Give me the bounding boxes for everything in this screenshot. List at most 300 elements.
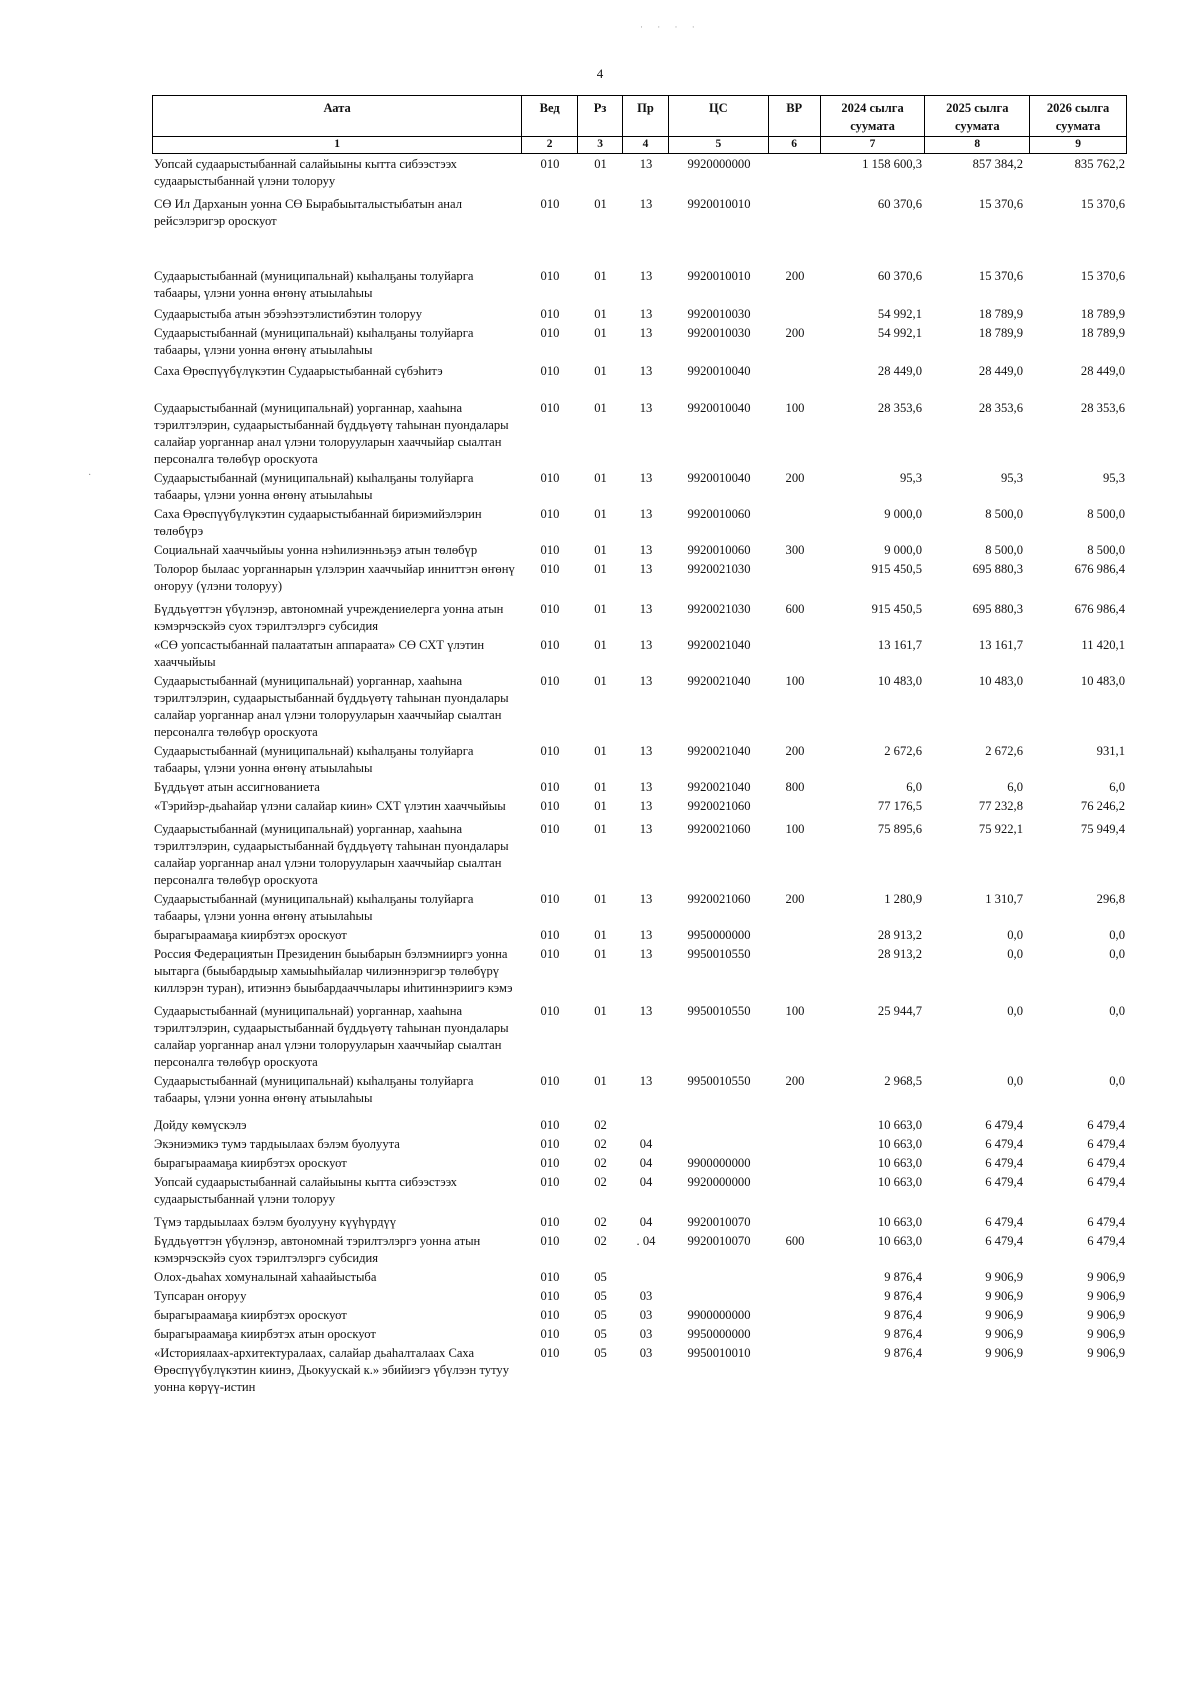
row-ved: 010 — [540, 928, 560, 942]
table-row — [152, 821, 1127, 889]
header-rz: Рз — [578, 96, 623, 136]
row-2026-amount: 0,0 — [1109, 947, 1125, 961]
row-rz: 01 — [594, 674, 607, 688]
row-name: «СӨ уопсастыбаннай палаататын аппараата» СӨ СХТ үлэтин хааччыйыы — [154, 638, 485, 669]
row-ved: 010 — [540, 1137, 560, 1151]
row-vr — [769, 1117, 821, 1134]
row-2025-amount: 77 232,8 — [978, 799, 1023, 813]
row-2025-amount: 2 672,6 — [985, 744, 1023, 758]
row-pr: 13 — [639, 744, 653, 758]
row-rz: 01 — [594, 197, 607, 211]
table-row — [152, 1003, 1127, 1071]
row-cs: 9920010070 — [687, 1234, 751, 1248]
row-cs: 9920021060 — [687, 799, 751, 813]
table-row — [152, 542, 1127, 559]
row-pr: 13 — [639, 326, 653, 340]
row-2026-amount: 8 500,0 — [1087, 507, 1125, 521]
row-name: Экэниэмикэ тумэ тардыылаах бэлэм буолуута — [154, 1137, 400, 1151]
row-name: Бүддьүөттэн үбүлэнэр, автономнай тэрилтэлэргэ уонна атын кэмэрчэскэйэ суох тэрилтэлэргэ субсидия — [154, 1234, 481, 1265]
row-rz: 01 — [594, 507, 607, 521]
row-2024-amount: 2 968,5 — [884, 1074, 922, 1088]
row-2026-amount: 9 906,9 — [1087, 1270, 1125, 1284]
row-ved: 010 — [540, 1074, 560, 1088]
table-row — [152, 470, 1127, 504]
row-ved: 010 — [540, 1004, 560, 1018]
row-name: Бүддьүөттэн үбүлэнэр, автономнай учреждениелерга уонна атын кэмэрчэскэйэ суох тэрилтэлэргэ субсидия — [154, 602, 504, 633]
table-row — [152, 1345, 1127, 1396]
row-2026-amount: 11 420,1 — [1081, 638, 1125, 652]
row-rz: 05 — [594, 1346, 607, 1360]
row-2024-amount: 10 663,0 — [877, 1175, 922, 1189]
page-number: 4 — [596, 66, 604, 81]
row-2026-amount: 18 789,9 — [1080, 326, 1125, 340]
table-row — [152, 1233, 1127, 1267]
row-2024-amount: 10 663,0 — [877, 1137, 922, 1151]
row-2024-amount: 10 483,0 — [877, 674, 922, 688]
row-cs: 9920010030 — [687, 307, 751, 321]
row-2024-amount: 28 913,2 — [877, 947, 922, 961]
row-ved: 010 — [540, 543, 560, 557]
row-cs: 9920010070 — [687, 1215, 751, 1229]
row-2026-amount: 75 949,4 — [1080, 822, 1125, 836]
row-ved: 010 — [540, 1289, 560, 1303]
row-2026-amount: 9 906,9 — [1087, 1308, 1125, 1322]
row-2025-amount: 6 479,4 — [985, 1175, 1023, 1189]
row-vr: 800 — [785, 780, 805, 794]
row-2026-amount: 10 483,0 — [1080, 674, 1125, 688]
table-row — [152, 156, 1127, 190]
row-ved: 010 — [540, 507, 560, 521]
header-2024: 2024 сылга суумата — [821, 96, 926, 136]
row-2025-amount: 8 500,0 — [985, 507, 1023, 521]
row-rz: 02 — [594, 1234, 607, 1248]
row-2025-amount: 10 483,0 — [978, 674, 1023, 688]
row-pr: 13 — [639, 269, 653, 283]
row-2025-amount: 0,0 — [1007, 947, 1023, 961]
row-2025-amount: 18 789,9 — [978, 307, 1023, 321]
row-cs: 9950000000 — [687, 928, 751, 942]
row-ved: 010 — [540, 822, 560, 836]
row-2026-amount: 6 479,4 — [1087, 1215, 1125, 1229]
row-pr: 13 — [639, 947, 653, 961]
table-row — [152, 1214, 1127, 1231]
row-ved: 010 — [540, 562, 560, 576]
row-vr — [769, 1269, 821, 1286]
table-row — [152, 1155, 1127, 1172]
row-cs: 9920021040 — [687, 674, 751, 688]
row-pr: 03 — [639, 1289, 653, 1303]
row-vr — [769, 1174, 821, 1208]
row-ved: 010 — [540, 1215, 560, 1229]
row-2026-amount: 0,0 — [1109, 1004, 1125, 1018]
row-cs — [669, 1117, 769, 1134]
row-2026-amount: 8 500,0 — [1087, 543, 1125, 557]
row-name: Толорор былаас уорганнарын үлэлэрин хааччыйар инниттэн өҥөнү оҥоруу (үлэни толоруу) — [154, 562, 515, 593]
row-2024-amount: 9 876,4 — [884, 1270, 922, 1284]
header-2025: 2025 сылга суумата — [925, 96, 1030, 136]
row-pr: 13 — [639, 638, 653, 652]
row-2024-amount: 60 370,6 — [877, 269, 922, 283]
row-name: Россия Федерациятын Президенин быыбарын бэлэмнииргэ уонна ыытарга (быыбардыыр хамыыһыйалар чилиэннэригэр төлөбүрү киллэрэн туран), итиэннэ быыбардааччылары иһитиннэриигэ кэмэ — [154, 947, 513, 995]
row-name: бырагыраамаҕа киирбэтэх ороскуот — [154, 1156, 347, 1170]
row-2024-amount: 13 161,7 — [877, 638, 922, 652]
row-2024-amount: 9 876,4 — [884, 1289, 922, 1303]
row-2024-amount: 54 992,1 — [877, 326, 922, 340]
row-2024-amount: 2 672,6 — [884, 744, 922, 758]
row-name: Тупсаран оҥоруу — [154, 1289, 247, 1303]
row-vr — [769, 1214, 821, 1231]
row-2024-amount: 9 876,4 — [884, 1346, 922, 1360]
row-name: Дойду көмүскэлэ — [154, 1118, 247, 1132]
column-number: 3 — [578, 137, 623, 153]
row-2025-amount: 0,0 — [1007, 1074, 1023, 1088]
row-name: Судаарыстыбаннай (муниципальнай) кыһалҕаны толуйарга табаары, үлэни уонна өҥөнү атыылаһыы — [154, 744, 474, 775]
row-vr — [769, 306, 821, 323]
row-pr: 13 — [639, 1074, 653, 1088]
row-pr — [623, 1117, 669, 1134]
row-vr — [769, 798, 821, 815]
row-2024-amount: 60 370,6 — [877, 197, 922, 211]
column-number: 6 — [769, 137, 821, 153]
table-header — [152, 95, 1127, 137]
row-name: Судаарыстыбаннай (муниципальнай) уорганнар, хааһына тэрилтэлэрин, судаарыстыбаннай бүддьүөтү таһынан пуондалары салайар уорганнар анал үлэни толорууларын хааччыйар сыалтан персоналга төлөбүр ороскуота — [154, 674, 509, 739]
row-2026-amount: 15 370,6 — [1080, 269, 1125, 283]
row-name: СӨ Ил Дарханын уонна СӨ Бырабыыталыстыбатын анал рейсэлэригэр ороскуот — [154, 197, 463, 228]
row-2026-amount: 0,0 — [1109, 1074, 1125, 1088]
row-cs: 9920021030 — [687, 562, 751, 576]
top-marks: · · · · — [640, 22, 701, 32]
row-2025-amount: 9 906,9 — [985, 1289, 1023, 1303]
row-name: Уопсай судаарыстыбаннай салайыыны кытта сибээстээх судаарыстыбаннай үлэни толоруу — [154, 157, 457, 188]
row-cs: 9920021060 — [687, 822, 751, 836]
row-ved: 010 — [540, 799, 560, 813]
row-2024-amount: 9 876,4 — [884, 1308, 922, 1322]
row-2026-amount: 95,3 — [1102, 471, 1125, 485]
column-number: 8 — [925, 137, 1030, 153]
row-2024-amount: 75 895,6 — [877, 822, 922, 836]
row-2026-amount: 296,8 — [1096, 892, 1125, 906]
row-ved: 010 — [540, 1118, 560, 1132]
row-pr: 13 — [639, 799, 653, 813]
row-name: Судаарыстыбаннай (муниципальнай) кыһалҕаны толуйарга табаары, үлэни уонна өҥөнү атыылаһыы — [154, 471, 474, 502]
row-ved: 010 — [540, 471, 560, 485]
row-vr: 100 — [785, 401, 805, 415]
table-row — [152, 673, 1127, 741]
row-ved: 010 — [540, 674, 560, 688]
row-2026-amount: 76 246,2 — [1080, 799, 1125, 813]
row-2025-amount: 15 370,6 — [978, 269, 1023, 283]
row-2025-amount: 695 880,3 — [972, 602, 1023, 616]
row-2025-amount: 95,3 — [1000, 471, 1023, 485]
row-cs: 9920021030 — [687, 602, 751, 616]
row-rz: 01 — [594, 543, 607, 557]
table-row — [152, 637, 1127, 671]
row-cs: 9920010040 — [687, 364, 751, 378]
row-cs: 9920010060 — [687, 507, 751, 521]
row-2025-amount: 0,0 — [1007, 928, 1023, 942]
row-name: бырагыраамаҕа киирбэтэх ороскуот — [154, 1308, 347, 1322]
row-cs: 9920021040 — [687, 638, 751, 652]
row-vr: 100 — [785, 674, 805, 688]
row-2024-amount: 28 913,2 — [877, 928, 922, 942]
row-2026-amount: 9 906,9 — [1087, 1289, 1125, 1303]
table-row — [152, 1117, 1127, 1134]
row-2025-amount: 0,0 — [1007, 1004, 1023, 1018]
row-ved: 010 — [540, 1346, 560, 1360]
row-2024-amount: 10 663,0 — [877, 1118, 922, 1132]
row-2026-amount: 931,1 — [1096, 744, 1125, 758]
row-vr: 200 — [785, 1074, 805, 1088]
row-vr — [769, 561, 821, 595]
row-rz: 01 — [594, 1004, 607, 1018]
row-2024-amount: 915 450,5 — [871, 602, 922, 616]
row-vr — [769, 1345, 821, 1396]
row-cs — [669, 1269, 769, 1286]
row-cs: 9950010010 — [687, 1346, 751, 1360]
row-pr: 13 — [639, 602, 653, 616]
row-2025-amount: 9 906,9 — [985, 1327, 1023, 1341]
row-2026-amount: 6 479,4 — [1087, 1137, 1125, 1151]
row-ved: 010 — [540, 1327, 560, 1341]
row-pr: 13 — [639, 364, 653, 378]
row-cs: 9920021040 — [687, 744, 751, 758]
row-2025-amount: 18 789,9 — [978, 326, 1023, 340]
row-2025-amount: 28 449,0 — [978, 364, 1023, 378]
row-rz: 02 — [594, 1137, 607, 1151]
column-number: 4 — [623, 137, 669, 153]
row-cs: 9920010010 — [687, 197, 751, 211]
row-2024-amount: 1 158 600,3 — [862, 157, 922, 171]
row-rz: 01 — [594, 822, 607, 836]
row-2026-amount: 6 479,4 — [1087, 1175, 1125, 1189]
row-cs: 9920010040 — [687, 401, 751, 415]
row-2024-amount: 10 663,0 — [877, 1234, 922, 1248]
row-name: Түмэ тардыылаах бэлэм буолууну күүһүрдүү — [154, 1215, 397, 1229]
row-2026-amount: 6 479,4 — [1087, 1156, 1125, 1170]
row-ved: 010 — [540, 364, 560, 378]
row-name: Олох-дьаһах хомуналынай хаһаайыстыба — [154, 1270, 377, 1284]
row-cs: 9920010060 — [687, 543, 751, 557]
row-2026-amount: 6 479,4 — [1087, 1234, 1125, 1248]
table-row — [152, 506, 1127, 540]
table-row — [152, 798, 1127, 815]
row-vr — [769, 927, 821, 944]
column-number: 9 — [1075, 138, 1081, 150]
table-row — [152, 325, 1127, 359]
column-number: 1 — [153, 137, 522, 153]
row-cs — [669, 1288, 769, 1305]
row-pr: 04 — [639, 1215, 653, 1229]
header-ved: Вед — [522, 96, 578, 136]
row-name: Бүддьүөт атын ассигнованиета — [154, 780, 320, 794]
row-pr: 13 — [639, 562, 653, 576]
row-pr: 13 — [639, 401, 653, 415]
table-row — [152, 1136, 1127, 1153]
row-cs: 9950000000 — [687, 1327, 751, 1341]
row-ved: 010 — [540, 157, 560, 171]
row-pr: . 04 — [636, 1234, 656, 1248]
row-cs: 9920010040 — [687, 471, 751, 485]
row-name: Судаарыстыба атын эбээһээтэлистибэтин толоруу — [154, 307, 423, 321]
row-2024-amount: 28 353,6 — [877, 401, 922, 415]
row-2026-amount: 676 986,4 — [1074, 602, 1125, 616]
table-row — [152, 1307, 1127, 1324]
row-2026-amount: 835 762,2 — [1074, 157, 1125, 171]
header-2026: 2026 сылга суумата — [1046, 101, 1110, 133]
row-2025-amount: 6,0 — [1007, 780, 1023, 794]
row-2024-amount: 1 280,9 — [884, 892, 922, 906]
row-rz: 01 — [594, 892, 607, 906]
row-pr: 03 — [639, 1346, 653, 1360]
row-name: бырагыраамаҕа киирбэтэх ороскуот — [154, 928, 347, 942]
table-row — [152, 1326, 1127, 1343]
row-name: Судаарыстыбаннай (муниципальнай) кыһалҕаны толуйарга табаары, үлэни уонна өҥөнү атыылаһыы — [154, 1074, 474, 1105]
row-2025-amount: 15 370,6 — [978, 197, 1023, 211]
row-ved: 010 — [540, 197, 560, 211]
row-pr: 03 — [639, 1308, 653, 1322]
row-name: «Историялаах-архитектуралаах, салайар дьаһалталаах Саха Өрөспүүбүлүкэтин киинэ, Дьокуускай к.» эбийиэгэ үбүлээн тутуу уонна көрүү-истин — [154, 1346, 510, 1394]
margin-mark: · — [88, 470, 92, 481]
row-2024-amount: 95,3 — [899, 471, 922, 485]
row-pr: 13 — [639, 507, 653, 521]
row-2024-amount: 54 992,1 — [877, 307, 922, 321]
row-ved: 010 — [540, 638, 560, 652]
row-rz: 05 — [594, 1270, 607, 1284]
row-name: Саха Өрөспүүбүлүкэтин судаарыстыбаннай бириэмийэлэрин төлөбүрэ — [154, 507, 482, 538]
row-pr: 13 — [639, 822, 653, 836]
row-vr: 600 — [785, 602, 805, 616]
row-name: Судаарыстыбаннай (муниципальнай) уорганнар, хааһына тэрилтэлэрин, судаарыстыбаннай бүддьүөтү таһынан пуондалары салайар уорганнар анал үлэни толорууларын хааччыйар сыалтан персоналга төлөбүр ороскуота — [154, 822, 509, 887]
row-rz: 01 — [594, 947, 607, 961]
row-vr — [769, 196, 821, 230]
row-2025-amount: 6 479,4 — [985, 1156, 1023, 1170]
table-row — [152, 1269, 1127, 1286]
row-2024-amount: 6,0 — [906, 780, 922, 794]
row-2025-amount: 857 384,2 — [972, 157, 1023, 171]
row-2025-amount: 28 353,6 — [978, 401, 1023, 415]
row-rz: 02 — [594, 1118, 607, 1132]
row-cs: 9920010030 — [687, 326, 751, 340]
row-rz: 01 — [594, 638, 607, 652]
row-ved: 010 — [540, 1156, 560, 1170]
row-vr: 200 — [785, 269, 805, 283]
row-name: «Тэрийэр-дьаһайар үлэни салайар киин» СХТ үлэтин хааччыйыы — [154, 799, 506, 813]
row-pr: 03 — [639, 1327, 653, 1341]
row-name: Судаарыстыбаннай (муниципальнай) кыһалҕаны толуйарга табаары, үлэни уонна өҥөнү атыылаһыы — [154, 326, 474, 357]
row-2024-amount: 915 450,5 — [871, 562, 922, 576]
row-2025-amount: 1 310,7 — [985, 892, 1023, 906]
row-vr — [769, 946, 821, 997]
budget-table — [152, 95, 1127, 1396]
row-2024-amount: 9 000,0 — [884, 543, 922, 557]
row-pr: 13 — [639, 471, 653, 485]
row-2025-amount: 9 906,9 — [985, 1270, 1023, 1284]
row-vr: 300 — [785, 543, 805, 557]
row-ved: 010 — [540, 401, 560, 415]
row-cs: 9920021040 — [687, 780, 751, 794]
row-pr: 13 — [639, 543, 653, 557]
column-number: 2 — [522, 137, 578, 153]
row-vr: 600 — [785, 1234, 805, 1248]
row-2024-amount: 9 876,4 — [884, 1327, 922, 1341]
table-row — [152, 927, 1127, 944]
row-rz: 05 — [594, 1327, 607, 1341]
row-rz: 01 — [594, 1074, 607, 1088]
table-row — [152, 779, 1127, 796]
row-2025-amount: 6 479,4 — [985, 1118, 1023, 1132]
row-name: Судаарыстыбаннай (муниципальнай) кыһалҕаны толуйарга табаары, үлэни уонна өҥөнү атыылаһыы — [154, 892, 474, 923]
table-row — [152, 1073, 1127, 1107]
row-pr: 04 — [639, 1156, 653, 1170]
row-rz: 01 — [594, 326, 607, 340]
row-vr — [769, 637, 821, 671]
row-name: Судаарыстыбаннай (муниципальнай) кыһалҕаны толуйарга табаары, үлэни уонна өҥөнү атыылаһыы — [154, 269, 474, 300]
row-2024-amount: 10 663,0 — [877, 1156, 922, 1170]
row-cs: 9920021060 — [687, 892, 751, 906]
table-row — [152, 196, 1127, 230]
row-rz: 01 — [594, 602, 607, 616]
row-pr: 13 — [639, 928, 653, 942]
table-row — [152, 1288, 1127, 1305]
row-pr: 13 — [639, 307, 653, 321]
header-name: Аата — [153, 96, 522, 136]
row-ved: 010 — [540, 307, 560, 321]
row-rz: 01 — [594, 269, 607, 283]
table-row — [152, 601, 1127, 635]
row-2026-amount: 18 789,9 — [1080, 307, 1125, 321]
row-rz: 01 — [594, 799, 607, 813]
row-cs: 9900000000 — [687, 1156, 751, 1170]
row-2024-amount: 28 449,0 — [877, 364, 922, 378]
row-pr: 13 — [639, 892, 653, 906]
row-rz: 01 — [594, 780, 607, 794]
table-row — [152, 400, 1127, 468]
row-rz: 01 — [594, 307, 607, 321]
row-vr — [769, 1307, 821, 1324]
table-body — [152, 156, 1127, 1396]
table-row — [152, 306, 1127, 323]
row-ved: 010 — [540, 326, 560, 340]
row-2025-amount: 6 479,4 — [985, 1137, 1023, 1151]
table-row — [152, 561, 1127, 595]
row-pr: 04 — [639, 1137, 653, 1151]
row-2026-amount: 28 353,6 — [1080, 401, 1125, 415]
row-rz: 05 — [594, 1308, 607, 1322]
row-pr: 13 — [639, 780, 653, 794]
row-2025-amount: 6 479,4 — [985, 1215, 1023, 1229]
row-2026-amount: 9 906,9 — [1087, 1346, 1125, 1360]
row-rz: 01 — [594, 157, 607, 171]
row-2025-amount: 695 880,3 — [972, 562, 1023, 576]
row-name: Судаарыстыбаннай (муниципальнай) уорганнар, хааһына тэрилтэлэрин, судаарыстыбаннай бүддьүөтү таһынан пуондалары салайар уорганнар анал үлэни толорууларын хааччыйар сыалтан персоналга төлөбүр ороскуота — [154, 1004, 509, 1069]
header-vr: ВР — [769, 96, 821, 136]
column-numbers — [152, 137, 1127, 154]
row-2025-amount: 9 906,9 — [985, 1346, 1023, 1360]
row-ved: 010 — [540, 780, 560, 794]
table-row — [152, 946, 1127, 997]
header-pr: Пр — [623, 96, 669, 136]
row-name: Саха Өрөспүүбүлүкэтин Судаарыстыбаннай сүбэһитэ — [154, 364, 443, 378]
row-vr: 200 — [785, 326, 805, 340]
row-ved: 010 — [540, 269, 560, 283]
row-vr: 100 — [785, 1004, 805, 1018]
row-vr: 200 — [785, 892, 805, 906]
row-name: бырагыраамаҕа киирбэтэх атын ороскуот — [154, 1327, 376, 1341]
row-rz: 01 — [594, 562, 607, 576]
row-2026-amount: 0,0 — [1109, 928, 1125, 942]
row-rz: 01 — [594, 928, 607, 942]
row-cs: 9920000000 — [687, 1175, 751, 1189]
